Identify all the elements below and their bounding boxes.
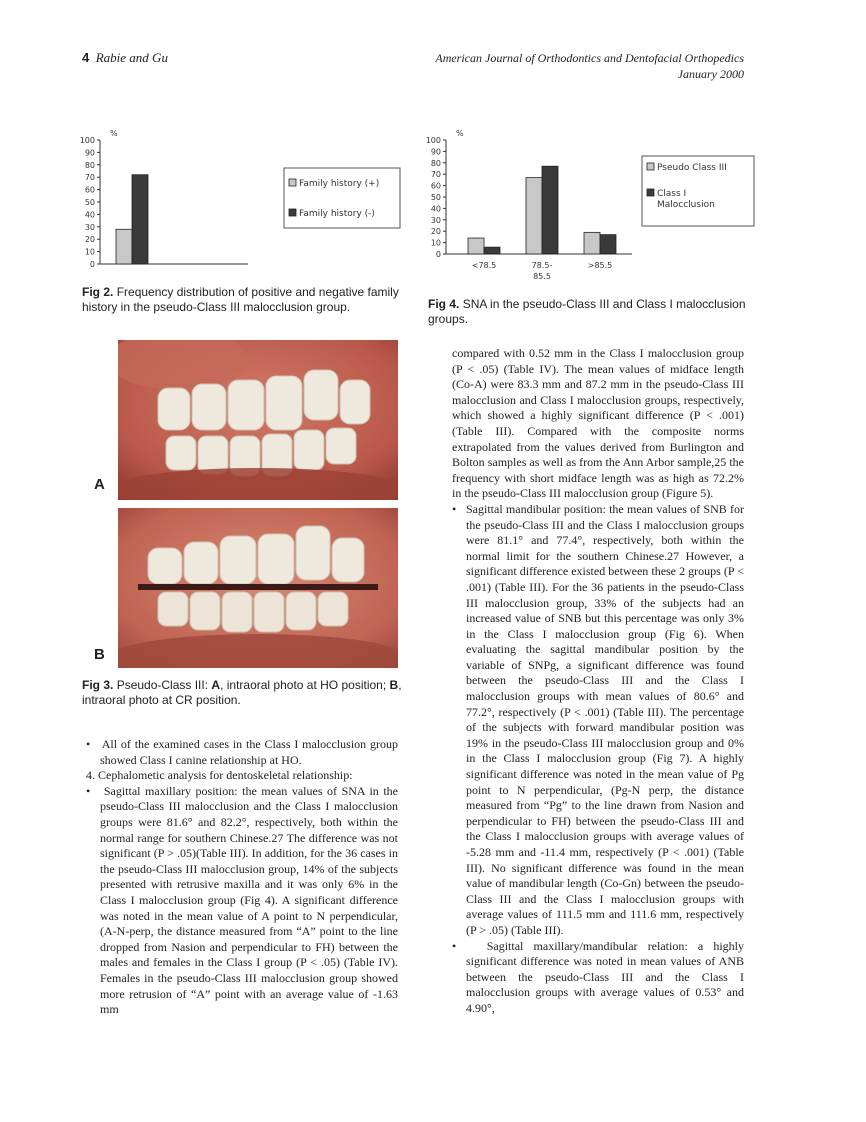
right-col-p2: Sagittal mandibular position: the mean values of SNB for the pseudo-Class III and the Class I malocclusion groups were 81.1° and 77.4°, respectively, both within the normal limit for the southern Chinese.27 However, a significant difference existed between these 2 groups (P < .001) (Table III). For the 36 patients in the pseudo-Class III malocclusion group, 33% of the subjects had an increased value of SNB but this percentage was only 3% in the Class I malocclusion group (Fig 6). When evaluating the sagittal mandibular position by the variable of SNPg, a significant difference was found between the pseudo-Class III and the Class I malocclusion groups with mean values of 80.6° and 77.2°, respectively (P < .001) (Table III). The percentage of the subjects with forward mandibular position was 19% in the pseudo-Class III malocclusion group and 0% in the Class I malocclusion group (Fig 7). A highly significant difference was noted in the mean value of Pg point to N perpendicular, (Pg-N perp, the distance measured from “Pg” to the line drawn from Nasion and perpendicular to FH) between the pseudo-Class III and the Class I malocclusion groups with average values of -5.28 mm and -11.4 mm, respectively (P < .001) (Table III). No significant difference was found in the mean value of mandibular length (Co-Gn) between the pseudo-Class III and the Class I malocclusion groups with average values of 111.5 mm and 111.6 mm, respectively (P > .05) (Table III). xyxy=(465,501,745,937)
right-column xyxy=(452,346,744,1017)
y-tick-label: 0 xyxy=(89,260,95,269)
y-tick-label: 80 xyxy=(430,158,441,168)
photo-b-label: B xyxy=(94,646,105,663)
fig4-caption xyxy=(428,297,748,327)
bar xyxy=(526,178,542,254)
x-tick-label: 85.5 xyxy=(533,272,551,281)
left-col-bullet-2: • Sagittal maxillary position: the mean values of SNA in the pseudo-Class III malocclusion and the Class I malocclusion groups were 81.6° and 82.2°, respectively, both within the normal range for southern Chinese.27 The difference was not significant (P > .05)(Table III). In addition, for the 36 cases in the pseudo-Class III malocclusion group, 14% of the subjects presented with retrusive maxilla and it was only 6% in the Class I malocclusion group (Fig 4). A significant difference was noted in the mean value of A point to N perpendicular, (A-N-perp, the distance measured from “A” point to the line dropped from Nasion and perpendicular to FH) between the males and females in the Class I group (P < .05) (Table IV). Females in the pseudo-Class III malocclusion group showed more retrusion of “A” point with an average value of -1.63 mm xyxy=(86,783,398,1017)
fig4-caption-text: SNA in the pseudo-Class III and Class I malocclusion groups. xyxy=(428,297,746,326)
y-tick-label: 0 xyxy=(435,250,441,259)
x-tick-label: >85.5 xyxy=(587,261,613,270)
y-tick-label: 10 xyxy=(84,247,95,257)
legend-label: Class I xyxy=(657,189,687,199)
fig2-caption-text: Frequency distribution of positive and negative family history in the pseudo-Class III malocclusion group. xyxy=(82,285,399,314)
left-col-p3: Sagittal maxillary position: the mean values of SNA in the pseudo-Class III malocclusion and the Class I malocclusion groups were 81.6° and 82.2°, respectively, both within the normal range for southern Chinese.27 The difference was not significant (P > .05)(Table III). In addition, for the 36 cases in the pseudo-Class III malocclusion group, 14% of the subjects presented with retrusive maxilla and it was only 6% in the Class I malocclusion group (Fig 4). A significant difference was noted in the mean value of A point to N perpendicular, (A-N-perp, the distance measured from “A” point to the line dropped from Nasion and perpendicular to FH) between the males and females in the Class I group (P < .05) (Table IV). Females in the pseudo-Class III malocclusion group showed more retrusion of “A” point with an average value of -1.63 mm xyxy=(100,783,398,1017)
fig4-chart-svg xyxy=(424,118,764,298)
legend-swatch xyxy=(289,179,296,186)
y-tick-label: 60 xyxy=(84,185,95,195)
left-col-p1: All of the examined cases in the Class I malocclusion group showed Class I canine relationship at HO. xyxy=(100,737,399,767)
fig2-caption-num: Fig 2. xyxy=(82,285,114,299)
x-tick-label: 78.5- xyxy=(531,261,553,270)
legend-swatch xyxy=(647,163,654,170)
bar xyxy=(132,175,148,264)
photo-a-image xyxy=(118,340,398,500)
fig2-chart-svg xyxy=(78,118,408,278)
photo-a-label: A xyxy=(94,476,105,493)
x-tick-label: <78.5 xyxy=(471,261,497,270)
y-tick-label: 70 xyxy=(84,173,95,183)
y-tick-label: 70 xyxy=(430,170,441,180)
running-header-right xyxy=(435,50,744,82)
bar xyxy=(116,229,132,264)
legend-label: Malocclusion xyxy=(657,200,715,210)
legend-label: Family history (-) xyxy=(299,209,375,219)
intraoral-photo-b xyxy=(118,508,398,668)
y-tick-label: 20 xyxy=(430,227,441,237)
fig3-caption-text-3: , intraoral photo at CR position. xyxy=(82,678,402,707)
right-col-p1: compared with 0.52 mm in the Class I malocclusion group (P < .05) (Table IV). The mean values of midface length (Co-A) were 83.3 mm and 87.2 mm in the pseudo-Class III malocclusion and Class I malocclusion groups, respectively, which showed a highly significant difference (P < .001) (Table III). Compared with the composite norms extrapolated from the values derived from Burlington and Bolton samples as well as from the Ann Arbor sample,25 the frequency with short midface length was as high as 72.2% in the pseudo-Class III malocclusion group (Figure 5). xyxy=(452,346,744,501)
bar xyxy=(484,247,500,254)
intraoral-photo-a xyxy=(118,340,398,500)
journal-name: American Journal of Orthodontics and Dentofacial Orthopedics xyxy=(435,51,744,65)
y-tick-label: 90 xyxy=(84,148,95,158)
fig4-caption-num: Fig 4. xyxy=(428,297,460,311)
right-col-bullet-1: • Sagittal mandibular position: the mean values of SNB for the pseudo-Class III and the Class I malocclusion groups were 81.1° and 77.4°, respectively, both within the normal limit for the southern Chinese.27 However, a significant difference existed between these 2 groups (P < .001) (Table III). For the 36 patients in the pseudo-Class III malocclusion group, 33% of the subjects had an increased value of SNB but this percentage was only 3% in the Class I malocclusion group (Fig 6). When evaluating the sagittal mandibular position by the variable of SNPg, a significant difference was found between the pseudo-Class III and the Class I malocclusion groups with mean values of 80.6° and 77.2°, respectively (P < .001) (Table III). The percentage of the subjects with forward mandibular position was 19% in the pseudo-Class III malocclusion group and 0% in the Class I malocclusion group (Fig 7). A highly significant difference was noted in the mean value of Pg point to N perpendicular, (Pg-N perp, the distance measured from “Pg” to the line drawn from Nasion and perpendicular to FH) between the pseudo-Class III and the Class I malocclusion groups with average values of -5.28 mm and -11.4 mm, respectively (P < .001) (Table III). No significant difference was found in the mean value of mandibular length (Co-Gn) between the pseudo-Class III and the Class I malocclusion groups with average values of 111.5 mm and 111.6 mm, respectively (P > .05) (Table III). xyxy=(452,501,745,937)
bar xyxy=(468,238,484,254)
legend-label: Pseudo Class III xyxy=(657,163,727,173)
bar xyxy=(584,232,600,254)
left-col-p2: 4. Cephalometic analysis for dentoskeletal relationship: xyxy=(86,768,353,783)
y-tick-label: 40 xyxy=(84,210,95,220)
fig4-chart xyxy=(424,118,764,298)
y-tick-label: 50 xyxy=(430,193,441,202)
legend-box xyxy=(284,168,400,228)
fig2-caption xyxy=(82,285,402,315)
running-header-left xyxy=(82,50,168,66)
fig3-caption-num: Fig 3. xyxy=(82,678,114,692)
y-tick-label: 40 xyxy=(430,204,441,214)
y-tick-label: 80 xyxy=(84,160,95,170)
y-tick-label: 90 xyxy=(430,147,441,157)
fig3-caption-text-1: Pseudo-Class III: xyxy=(116,678,212,692)
fig3-caption-a: A xyxy=(211,678,221,692)
legend-label: Family history (+) xyxy=(299,179,380,189)
left-col-bullet-1: • All of the examined cases in the Class I malocclusion group showed Class I canine relationship at HO. xyxy=(86,737,399,767)
right-col-bullet-2: • Sagittal maxillary/mandibular relation: a highly significant difference was noted in mean values of ANB between the pseudo-Class III and the Class I malocclusion groups with average values of 0.53° and 4.90°, xyxy=(452,938,745,1015)
running-authors: Rabie and Gu xyxy=(95,50,168,65)
legend-swatch xyxy=(647,189,654,196)
y-tick-label: 100 xyxy=(79,136,95,145)
fig3-caption-b: B xyxy=(389,678,399,692)
page-number: 4 xyxy=(82,50,90,65)
fig2-chart xyxy=(78,118,408,278)
y-tick-label: 10 xyxy=(430,238,441,248)
issue-date: January 2000 xyxy=(677,67,744,81)
y-tick-label: 50 xyxy=(84,198,95,207)
y-tick-label: 60 xyxy=(430,181,441,191)
fig3-caption xyxy=(82,678,402,708)
y-tick-label: 30 xyxy=(430,215,441,225)
y-tick-label: 20 xyxy=(84,235,95,245)
legend-swatch xyxy=(289,209,296,216)
right-col-p3: Sagittal maxillary/mandibular relation: a highly significant difference was noted in mean values of ANB between the pseudo-Class III and the Class I malocclusion groups with average values of 0.53° and 4.90°, xyxy=(466,938,745,1015)
bar xyxy=(600,235,616,254)
y-tick-label: 100 xyxy=(425,136,441,145)
y-axis-unit: % xyxy=(456,129,464,138)
y-axis-unit: % xyxy=(110,129,118,138)
photo-b-image xyxy=(118,508,398,668)
bar xyxy=(542,166,558,254)
left-column xyxy=(86,737,398,1018)
y-tick-label: 30 xyxy=(84,222,95,232)
fig3-caption-text-2: , intraoral photo at HO position; xyxy=(220,678,390,692)
